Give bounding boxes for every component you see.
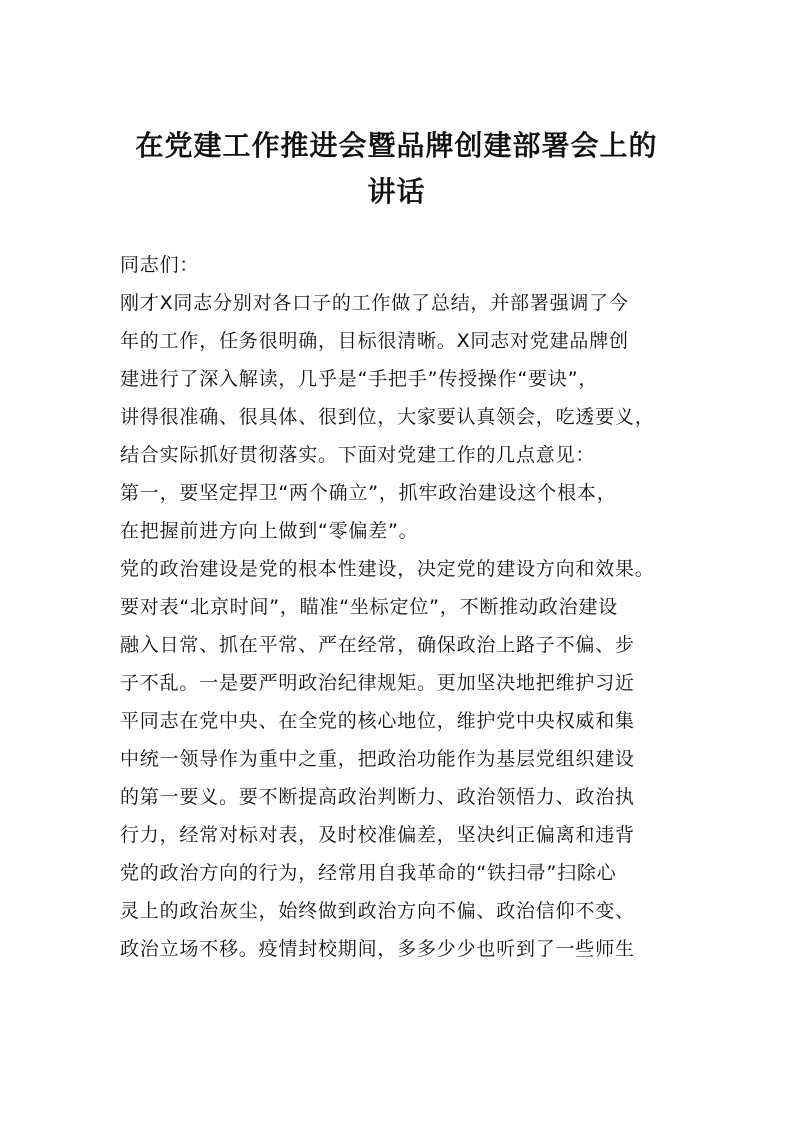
body-line-salutation: 同志们： <box>120 254 200 276</box>
body-line: 灵上的政治灰尘，始终做到政治方向不偏、政治信仰不变、 <box>120 900 635 922</box>
body-line: 行力，经常对标对表，及时校准偏差，坚决纠正偏离和违背 <box>120 824 635 846</box>
document-title-line-2: 讲话 <box>367 175 426 208</box>
body-line: 党的政治方向的行为，经常用自我革命的“铁扫帚”扫除心 <box>120 862 617 884</box>
body-line: 建进行了深入解读，几乎是“手把手”传授操作“要诀”， <box>120 368 599 390</box>
body-line: 中统一领导作为重中之重，把政治功能作为基层党组织建设 <box>120 748 635 770</box>
body-line: 讲得很准确、很具体、很到位，大家要认真领会，吃透要义， <box>120 406 655 428</box>
body-line: 刚才X同志分别对各口子的工作做了总结，并部署强调了今 <box>120 292 629 314</box>
body-line: 融入日常、抓在平常、严在经常，确保政治上路子不偏、步 <box>120 634 635 656</box>
body-line: 子不乱。一是要严明政治纪律规矩。更加坚决地把维护习近 <box>120 672 635 694</box>
body-line: 平同志在党中央、在全党的核心地位，维护党中央权威和集 <box>120 710 635 732</box>
body-line-section-heading: 在把握前进方向上做到“零偏差”。 <box>120 520 419 542</box>
body-line: 政治立场不移。疫情封校期间，多多少少也听到了一些师生 <box>120 938 635 960</box>
body-line: 的第一要义。要不断提高政治判断力、政治领悟力、政治执 <box>120 786 635 808</box>
body-line-section-heading: 第一，要坚定捍卫“两个确立”，抓牢政治建设这个根本， <box>120 482 617 504</box>
body-line: 年的工作，任务很明确，目标很清晰。X同志对党建品牌创 <box>120 330 629 352</box>
body-line: 要对表“北京时间”，瞄准“坐标定位”，不断推动政治建设 <box>120 596 618 618</box>
body-line: 结合实际抓好贯彻落实。下面对党建工作的几点意见： <box>120 444 596 466</box>
body-line: 党的政治建设是党的根本性建设，决定党的建设方向和效果。 <box>120 558 655 580</box>
document-title-line-1: 在党建工作推进会暨品牌创建部署会上的 <box>135 129 658 162</box>
